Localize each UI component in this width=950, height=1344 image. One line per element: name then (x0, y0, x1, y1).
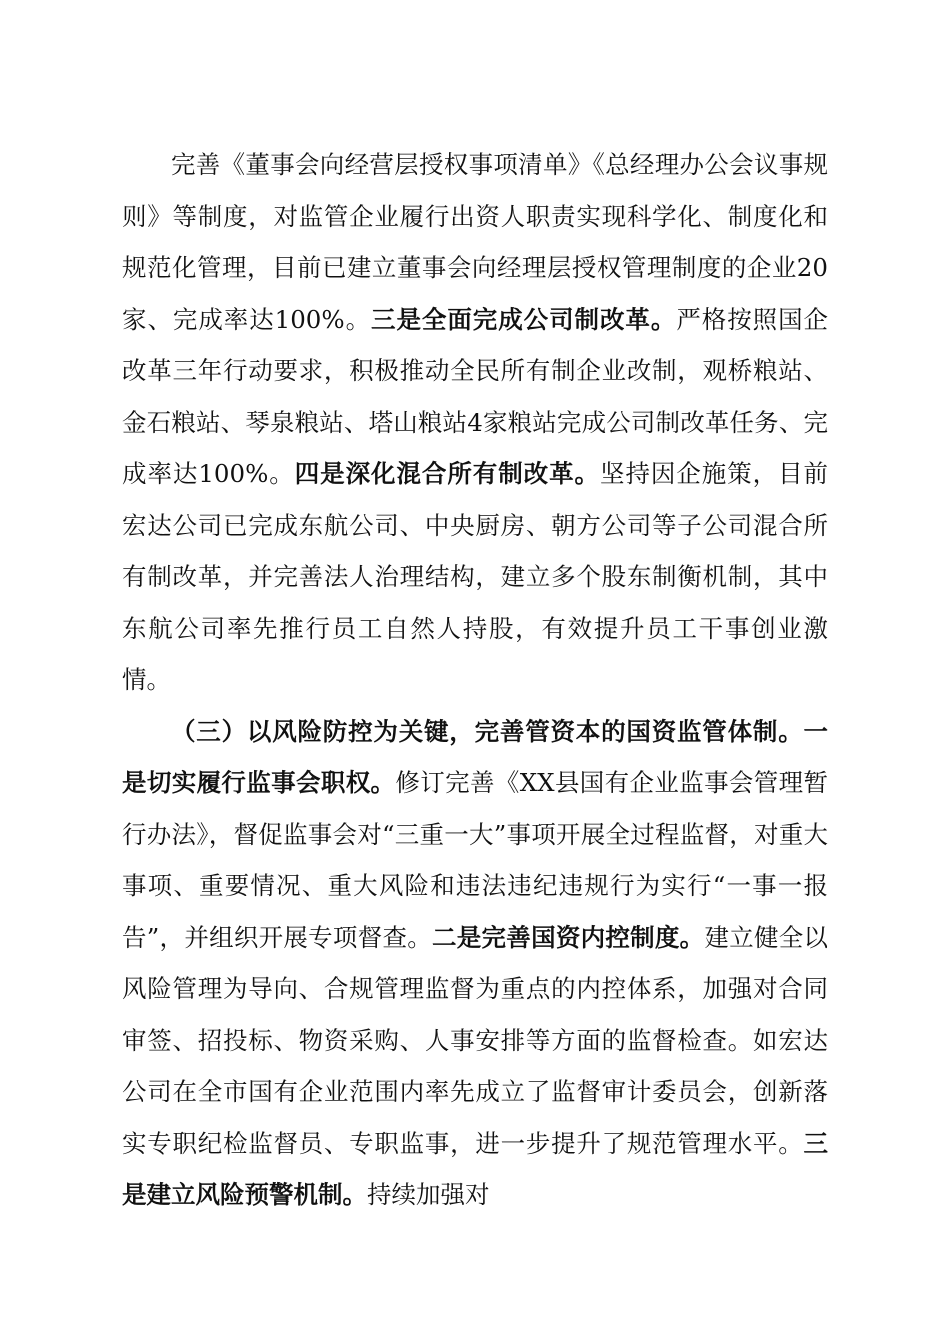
bold-run-point-one: 一是切实履行监事会职权。 (122, 716, 828, 797)
text-run: 坚持因企施策，目前宏达公司已完成东航公司、中央厨房、朝方公司等子公司混合所有制改革，并完善法人治理结构，建立多个股东制衡机制，其中东航公司率先推行员工自然人持股，有效提升员工干事创业激情。 (122, 459, 829, 694)
text-run: 持续加强对 (367, 1180, 490, 1209)
text-run: 建立健全以风险管理为导向、合规管理监督为重点的内控体系，加强对合同审签、招投标、物资采购、人事安排等方面的监督检查。如宏达公司在全市国有企业范围内率先成立了监督审计委员会，创新落实专职纪检监督员、专职监事，进一步提升了规范管理水平。 (122, 922, 829, 1158)
bold-run-point-three: 三是全面完成公司制改革。 (371, 304, 677, 334)
bold-run-point-three: 三是建立风险预警机制。 (122, 1128, 828, 1209)
bold-run-point-four: 四是深化混合所有制改革。 (294, 459, 600, 488)
text-run: 严格按照国企改革三年行动要求，积极推动全民所有制企业改制，观桥粮站、金石粮站、琴泉粮站、塔山粮站4家粮站完成公司制改革任务、完成率达100%。 (122, 304, 829, 488)
paragraph-risk-control (122, 706, 828, 1221)
text-run: 完善《董事会向经营层授权事项清单》《总经理办公会议事规则》等制度，对监管企业履行出资人职责实现科学化、制度化和规范化管理，目前已建立董事会向经理层授权管理制度的企业20家、完成率达100%。 (122, 150, 828, 334)
section-heading: （三）以风险防控为关键，完善管资本的国资监管体制。 (171, 716, 804, 746)
document-body (122, 139, 828, 1221)
text-run: 修订完善《XX县国有企业监事会管理暂行办法》，督促监事会对“三重一大”事项开展全过程监督，对重大事项、重要情况、重大风险和违法违纪违规行为实行“一事一报告”，并组织开展专项督查。 (122, 768, 828, 952)
bold-run-point-two: 二是完善国资内控制度。 (432, 922, 705, 952)
paragraph-reform-progress (122, 139, 828, 706)
